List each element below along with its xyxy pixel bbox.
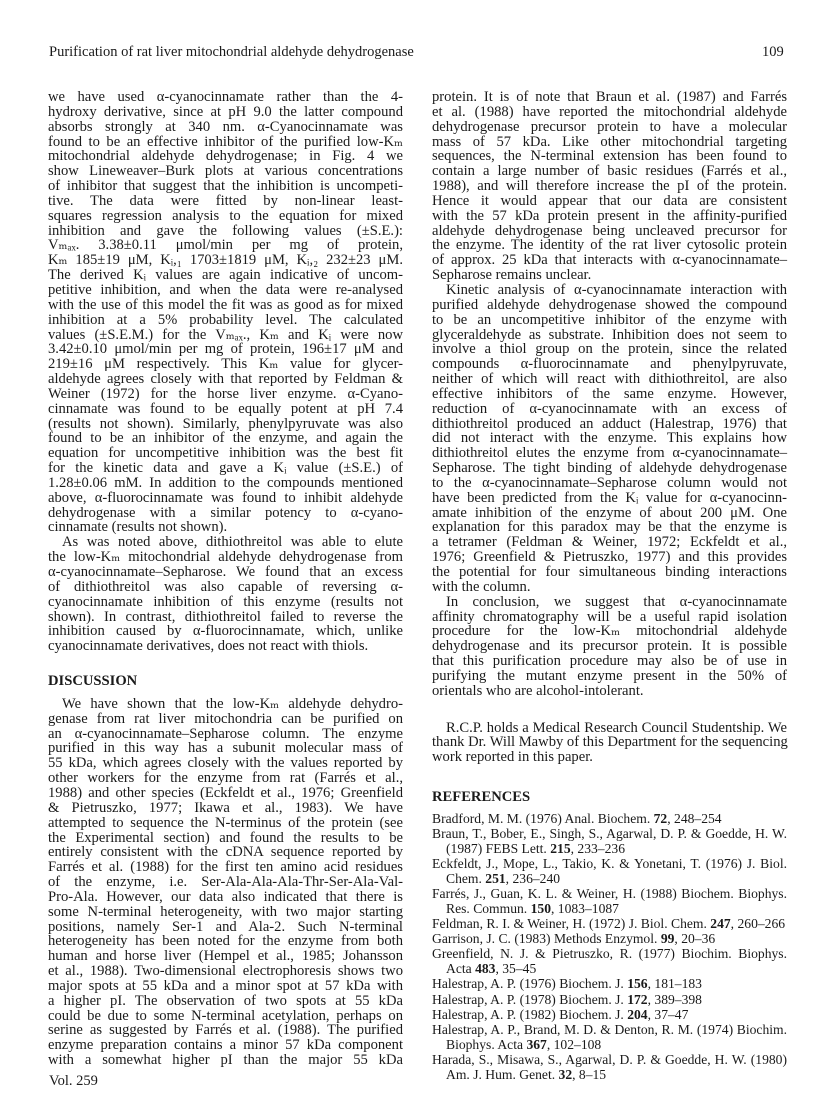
text-line: orientals who are alcohol-intolerant. (432, 682, 644, 699)
text-line: mass of 57 kDa. Like other mitochondrial targeting (432, 133, 787, 150)
text-line: Sepharose remains unclear. (432, 267, 592, 284)
text-line: aldehyde agrees closely with that reported by Feldman & (48, 371, 403, 388)
reference-volume: 32 (558, 1066, 573, 1082)
reference-citation: Farrés, J., Guan, K. L. & Weiner, H. (1988) Biochem. Biophys. Res. Commun. (432, 886, 787, 917)
reference-pages: 1083–1087 (557, 901, 619, 917)
text-line: neither of which will react with dithiothreitol, are also (432, 371, 787, 388)
text-line: major spots at 55 kDa and a minor spot at 57 kDa with (48, 977, 403, 994)
text-line: mitochondrial aldehyde dehydrogenase; in Fig. 4 we (48, 148, 403, 165)
text-line: for the kinetic data and gave a Kᵢ value (±S.E.) of (48, 460, 403, 477)
text-line: et al. (1988) have reported the mitochondrial aldehyde (432, 103, 787, 120)
reference-citation: Halestrap, A. P., Brand, M. D. & Denton, R. M. (1974) Biochim. Biophys. Acta (432, 1021, 787, 1052)
text-line: found to be an inhibitor of the enzyme, and again the (48, 430, 403, 447)
reference-citation: Feldman, R. I. & Weiner, H. (1972) J. Biol. Chem. (432, 916, 711, 932)
text-line: dehydrogenase and its precursor protein. It is possible (432, 638, 787, 655)
text-line: dithiothreitol elutes the enzyme from α-cyanocinnamate– (432, 445, 787, 462)
text-line: did not interact with the enzyme. This explains how (432, 430, 787, 447)
reference-citation: Halestrap, A. P. (1982) Biochem. J. (432, 1006, 628, 1022)
text-line: petitive inhibition, and when the data were re-analysed (48, 281, 403, 298)
text-line: heterogeneity has been noted for the enzyme from both (48, 933, 403, 950)
text-line: the enzyme. The identity of the rat liver cytosolic protein (432, 237, 787, 254)
paragraph (432, 283, 787, 595)
text-line: purified in this way has a subunit molecular mass of (48, 740, 403, 757)
reference-pages: 37–47 (654, 1006, 689, 1022)
text-line: procedure for the low-Kₘ mitochondrial aldehyde (432, 623, 787, 640)
left-column (48, 90, 403, 1068)
text-line: 1.28±0.06 mM. In addition to the compounds mentioned (48, 474, 403, 491)
discussion-heading: DISCUSSION (48, 673, 138, 690)
reference-item: Halestrap, A. P. (1978) Biochem. J. 172, 389–398 (432, 991, 702, 1007)
text-line: hydroxy derivative, since at pH 9.0 the latter compound (48, 103, 403, 120)
reference-volume: 150 (530, 901, 551, 917)
reference-item: Eckfeldt, J., Mope, L., Takio, K. & Yonetani, T. (1976) J. Biol. Chem. 251, 236–240 (432, 856, 787, 887)
text-line: the potential for four simultaneous binding interactions (432, 564, 787, 580)
reference-volume: 204 (627, 1006, 648, 1022)
text-line: some N-terminal heterogeneity, with two major starting (48, 903, 403, 920)
text-line: shown). In contrast, dithiothreitol failed to reverse the (48, 608, 403, 625)
text-line: Hence it would appear that our data are consistent (432, 192, 787, 209)
reference-pages: 248–254 (674, 810, 722, 826)
text-line: show Lineweaver–Burk plots at various concentrations (48, 163, 403, 180)
volume-label: Vol. 259 (49, 1073, 98, 1089)
reference-item: Bradford, M. M. (1976) Anal. Biochem. 72, 248–254 (432, 810, 722, 826)
text-line: work reported in this paper. (432, 749, 593, 766)
text-line: 1988) and other species (Eckfeldt et al., 1976; Greenfield (48, 784, 403, 801)
reference-citation: Garrison, J. C. (1983) Methods Enzymol. (432, 931, 661, 947)
reference-pages: 233–236 (577, 841, 625, 857)
paragraph (432, 595, 787, 699)
text-line: aldehyde dehydrogenase being uncleaved precursor for (432, 222, 787, 239)
discussion-continued-text (432, 90, 787, 699)
paragraph (432, 721, 787, 766)
text-line: effective inhibitors of the same enzyme. However, (432, 385, 787, 402)
paragraph (432, 90, 787, 283)
text-line: of approx. 25 kDa that interacts with α-cyanocinnamate– (432, 252, 787, 269)
text-line: Kinetic analysis of α-cyanocinnamate interaction with (446, 281, 787, 298)
discussion-text (48, 697, 403, 1068)
text-line: inhibition and gave the following values (±S.E.): (48, 222, 403, 239)
reference-item: Feldman, R. I. & Weiner, H. (1972) J. Biol. Chem. 247, 260–266 (432, 916, 786, 932)
reference-volume: 215 (550, 841, 571, 857)
text-line: Pro-Ala. However, our data also indicated that there is (48, 888, 403, 905)
text-line: sequences, the N-terminal extension has been found to (432, 148, 787, 165)
reference-pages: 8–15 (578, 1066, 607, 1082)
text-line: cinnamate was found to be equally potent at pH 7.4 (48, 400, 403, 417)
text-line: with the column. (432, 578, 531, 595)
text-line: Vₘₐₓ. 3.38±0.11 μmol/min per mg of protein, (48, 237, 403, 254)
reference-volume: 99 (660, 931, 675, 947)
text-line: cyanocinnamate derivatives, does not react with thiols. (48, 638, 369, 655)
text-line: serine as suggested by Farrés et al. (1988). The purified (48, 1022, 403, 1039)
text-line: entirely consistent with the cDNA sequence reported by (48, 844, 403, 861)
text-line: As was noted above, dithiothreitol was able to elute (62, 534, 403, 551)
reference-pages: 102–108 (553, 1036, 602, 1052)
paragraph (48, 90, 403, 535)
text-line: & Pietruszko, 1977; Ikawa et al., 1983). We have (48, 799, 403, 816)
text-line: equation for uncompetitive inhibition was the best fit (48, 445, 403, 462)
text-line: absorbs strongly at 340 nm. α-Cyanocinnamate was (48, 118, 403, 135)
text-line: Farrés et al. (1988) for the first ten amino acid residues (48, 859, 403, 876)
text-line: with a somewhat higher pI than the major 55 kDa (48, 1052, 403, 1069)
text-line: amate inhibition of the enzyme of about 200 μM. One (432, 504, 787, 521)
text-line: purified aldehyde dehydrogenase showed the compound (432, 296, 787, 313)
reference-citation: Halestrap, A. P. (1978) Biochem. J. (432, 991, 628, 1007)
results-text (48, 90, 403, 654)
reference-pages: 181–183 (654, 976, 702, 992)
text-line: cinnamate (results not shown). (48, 519, 228, 536)
text-line: enzyme preparation contains a minor 57 kDa component (48, 1037, 403, 1054)
reference-volume: 156 (627, 976, 648, 992)
text-line: the low-Kₘ mitochondrial aldehyde dehydrogenase from (48, 549, 403, 566)
reference-item: Halestrap, A. P., Brand, M. D. & Denton, R. M. (1974) Biochim. Biophys. Acta 367, 102–108 (432, 1021, 787, 1052)
text-line: We have shown that the low-Kₘ aldehyde dehydro- (62, 695, 403, 712)
text-line: contain a large number of basic residues (Farrés et al., (432, 163, 787, 180)
text-line: positions, namely Ser-1 and Ala-2. Such N-terminal (48, 918, 403, 935)
text-line: inhibition caused by α-fluorocinnamate, which, unlike (48, 623, 403, 640)
paragraph (48, 535, 403, 654)
text-line: attempted to sequence the N-terminus of the protein (see (48, 814, 403, 831)
reference-pages: 20–36 (681, 931, 716, 947)
text-line: 219±16 μM respectively. This Kₘ value for glycer- (48, 356, 403, 373)
text-line: dehydrogenase with a similar potency to α-cyano- (48, 504, 403, 521)
reference-pages: 236–240 (512, 871, 561, 887)
text-line: 3.42±0.10 μmol/min per mg of protein, 196±17 μM and (48, 341, 403, 358)
text-line: with the use of this model the fit was as good as for mixed (48, 296, 403, 313)
text-line: 1988), and will therefore increase the pI of the protein. (432, 178, 787, 195)
text-line: R.C.P. holds a Medical Research Council Studentship. We (446, 719, 787, 736)
text-line: an α-cyanocinnamate–Sepharose column. The enzyme (48, 725, 403, 742)
text-line: could be due to some N-terminal acetylation, perhaps on (48, 1007, 403, 1024)
text-line: involve a thiol group on the protein, since the related (432, 341, 787, 358)
reference-citation: Bradford, M. M. (1976) Anal. Biochem. (432, 810, 654, 826)
reference-volume: 367 (526, 1036, 547, 1052)
text-line: found to be an effective inhibitor of the purified low-Kₘ (48, 133, 403, 150)
reference-item: Braun, T., Bober, E., Singh, S., Agarwal, D. P. & Goedde, H. W. (1987) FEBS Lett. 215, 233–236 (432, 826, 787, 857)
text-line: squares regression analysis to the equation for mixed (48, 207, 403, 224)
paragraph (48, 697, 403, 1068)
page-number: 109 (762, 44, 784, 60)
text-line: In conclusion, we suggest that α-cyanocinnamate (446, 593, 787, 610)
acknowledgement (432, 721, 787, 766)
reference-list (432, 811, 787, 1082)
text-line: to be an uncompetitive inhibitor of the enzyme with (432, 311, 787, 328)
reference-pages: 389–398 (654, 991, 702, 1007)
text-line: protein. It is of note that Braun et al. (1987) and Farrés (432, 89, 787, 105)
text-line: affinity chromatography will be a useful rapid isolation (432, 608, 787, 625)
text-line: human and horse liver (Hempel et al., 1985; Johansson (48, 948, 403, 965)
references-heading: REFERENCES (432, 789, 531, 806)
text-line: Kₘ 185±19 μM, Kᵢ,₁ 1703±1819 μM, Kᵢ,₂ 232±23 μM. (48, 252, 403, 269)
text-line: genase from rat liver mitochondria can be purified on (48, 710, 403, 727)
reference-item: Halestrap, A. P. (1982) Biochem. J. 204, 37–47 (432, 1006, 689, 1022)
reference-item: Farrés, J., Guan, K. L. & Weiner, H. (1988) Biochem. Biophys. Res. Commun. 150, 1083–1087 (432, 886, 787, 917)
reference-item: Garrison, J. C. (1983) Methods Enzymol. 99, 20–36 (432, 931, 716, 947)
text-line: with the 57 kDa protein present in the affinity-purified (432, 207, 787, 224)
text-line: of the enzyme, i.e. Ser-Ala-Ala-Ala-Thr-Ser-Ala-Val- (48, 874, 403, 891)
reference-citation: Eckfeldt, J., Mope, L., Takio, K. & Yonetani, T. (1976) J. Biol. Chem. (432, 856, 787, 887)
reference-pages: 260–266 (737, 916, 786, 932)
text-line: the Experimental section) and found the results to be (48, 829, 403, 846)
text-line: a tetramer (Feldman & Weiner, 1972; Eckfeldt et al., (432, 534, 787, 551)
text-line: et al., 1988). Two-dimensional electrophoresis shows two (48, 963, 403, 980)
text-line: dithiothreitol produced an adduct (Halestrap, 1976) that (432, 415, 787, 432)
text-line: thank Dr. Will Mawby of this Department for the sequencing (432, 734, 788, 751)
text-line: glyceraldehyde as substrate. Inhibition does not seem to (432, 326, 787, 343)
reference-citation: Braun, T., Bober, E., Singh, S., Agarwal, D. P. & Goedde, H. W. (1987) FEBS Lett. (432, 826, 787, 857)
running-title: Purification of rat liver mitochondrial aldehyde dehydrogenase (49, 44, 414, 60)
text-line: compounds α-fluorocinnamate and phenylpyruvate, (432, 356, 787, 373)
text-line: cyanocinnamate inhibition of this enzyme (results not (48, 593, 403, 610)
text-line: other workers for the enzyme from rat (Farrés et al., (48, 770, 403, 787)
reference-volume: 172 (627, 991, 648, 1007)
reference-volume: 72 (653, 810, 668, 826)
text-line: values (±S.E.M.) for the Vₘₐₓ., Kₘ and Kᵢ were now (48, 326, 403, 343)
text-line: α-cyanocinnamate–Sepharose. We found that an excess (48, 564, 403, 580)
text-line: 55 kDa, which agrees closely with the values reported by (48, 755, 403, 772)
reference-item: Harada, S., Misawa, S., Agarwal, D. P. & Goedde, H. W. (1980) Am. J. Hum. Genet. 32, 8–15 (432, 1051, 787, 1082)
text-line: The derived Kᵢ values are again indicative of uncom- (48, 267, 403, 284)
text-line: to the α-cyanocinnamate–Sepharose column would not (432, 474, 787, 491)
text-line: of inhibitor that suggest that the inhibition is uncompeti- (48, 178, 403, 195)
text-line: inhibition at a 5% probability level. The calculated (48, 311, 403, 328)
text-line: a higher pI. The observation of two spots at 55 kDa (48, 992, 403, 1009)
reference-volume: 247 (710, 916, 731, 932)
reference-volume: 483 (475, 961, 496, 977)
text-line: Weiner (1972) for the horse liver enzyme. α-Cyano- (48, 385, 403, 402)
right-column (432, 90, 787, 1082)
text-line: Sepharose. The tight binding of aldehyde dehydrogenase (432, 460, 787, 477)
text-line: 1976; Greenfield & Pietruszko, 1977) and this provides (432, 549, 787, 566)
text-line: have been predicted from the Kᵢ value for α-cyanocinn- (432, 489, 787, 506)
text-line: dehydrogenase precursor protein to have a molecular (432, 118, 787, 135)
text-line: explanation for this paradox may be that the enzyme is (432, 519, 787, 536)
reference-item: Halestrap, A. P. (1976) Biochem. J. 156, 181–183 (432, 976, 702, 992)
reference-citation: Halestrap, A. P. (1976) Biochem. J. (432, 976, 628, 992)
reference-volume: 251 (485, 871, 506, 887)
text-line: that this purification procedure may also be of use in (432, 653, 787, 670)
reference-pages: 35–45 (502, 961, 537, 977)
text-line: of dithiothreitol was also capable of reversing α- (48, 578, 403, 595)
text-line: purifying the mutant enzyme present in the 50% of (432, 667, 787, 684)
text-line: tive. The data were fitted by non-linear least- (48, 192, 403, 209)
reference-citation: Harada, S., Misawa, S., Agarwal, D. P. & Goedde, H. W. (1980) Am. J. Hum. Genet. (432, 1051, 787, 1082)
text-line: we have used α-cyanocinnamate rather than the 4- (48, 89, 403, 105)
text-line: reduction of α-cyanocinnamate with an excess of (432, 400, 787, 417)
reference-citation: Greenfield, N. J. & Pietruszko, R. (1977) Biochim. Biophys. Acta (432, 946, 787, 977)
text-line: above, α-fluorocinnamate was found to inhibit aldehyde (48, 489, 403, 506)
text-line: (results not shown). Similarly, phenylpyruvate was also (48, 415, 403, 432)
reference-item: Greenfield, N. J. & Pietruszko, R. (1977) Biochim. Biophys. Acta 483, 35–45 (432, 946, 787, 977)
